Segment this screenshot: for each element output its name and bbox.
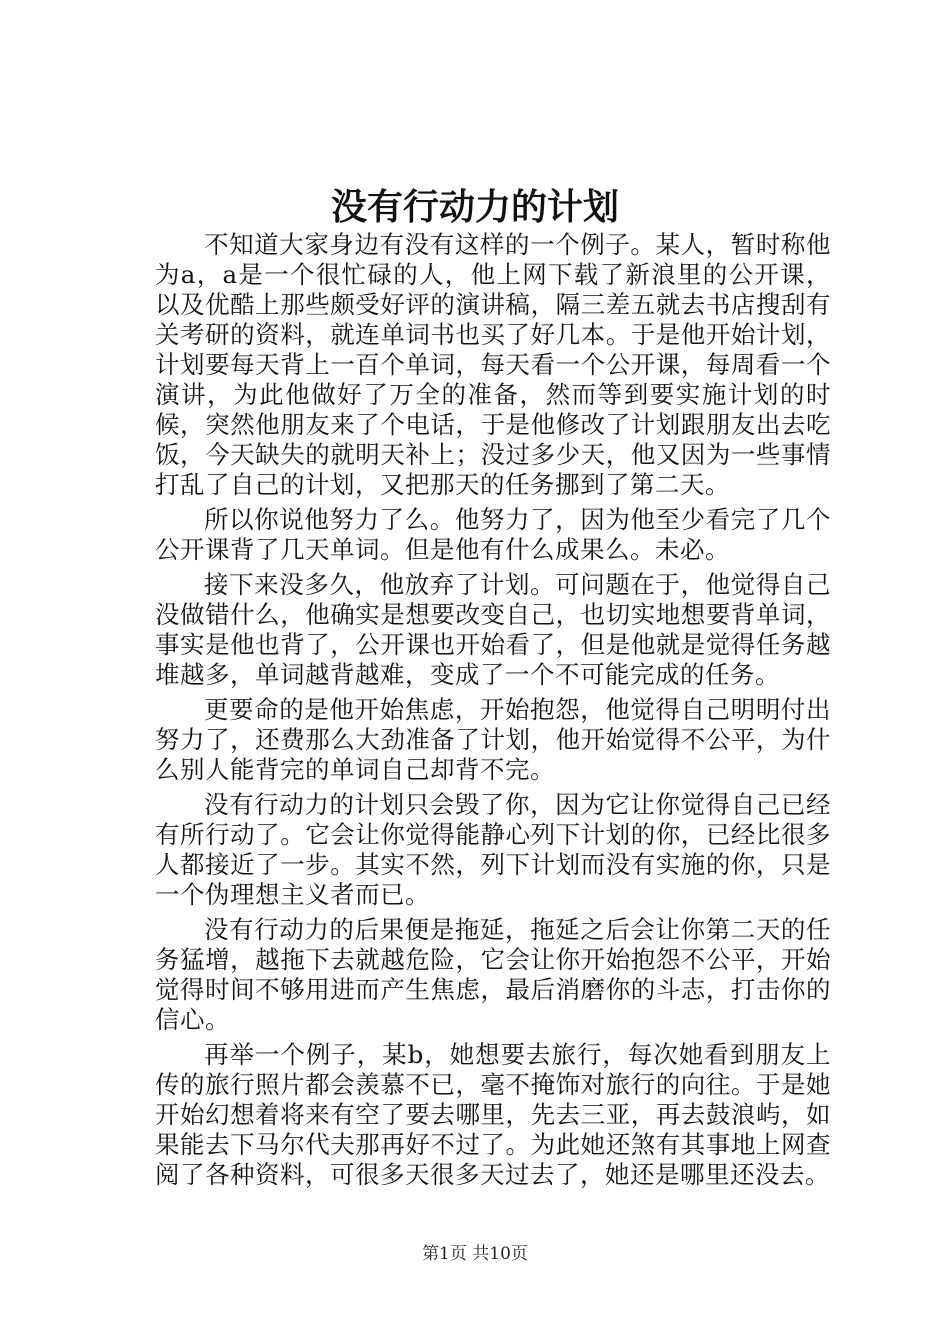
paragraph-2: 所以你说他努力了么。他努力了，因为他至少看完了几个公开课背了几天单词。但是他有什么成果么。未必。 <box>155 505 831 564</box>
paragraph-3: 接下来没多久，他放弃了计划。可问题在于，他觉得自己没做错什么，他确实是想要改变自己，也切实地想要背单词，事实是他也背了，公开课也开始看了，但是他就是觉得任务越堆越多，单词越背越难，变成了一个不可能完成的任务。 <box>155 570 831 689</box>
paragraph-7: 再举一个例子，某b，她想要去旅行，每次她看到朋友上传的旅行照片都会羡慕不已，毫不掩饰对旅行的向往。于是她开始幻想着将来有空了要去哪里，先去三亚，再去鼓浪屿，如果能去下马尔代夫那再好不过了。为此她还煞有其事地上网查阅了各种资料，可很多天很多天过去了，她还是哪里还没去。 <box>155 1040 831 1189</box>
paragraph-4: 更要命的是他开始焦虑，开始抱怨，他觉得自己明明付出努力了，还费那么大劲准备了计划，他开始觉得不公平，为什么别人能背完的单词自己却背不完。 <box>155 695 831 784</box>
page-title: 没有行动力的计划 <box>330 186 619 228</box>
document-body <box>155 230 831 1195</box>
paragraph-1: 不知道大家身边有没有这样的一个例子。某人，暂时称他为a，a是一个很忙碌的人，他上网下载了新浪里的公开课，以及优酷上那些颇受好评的演讲稿，隔三差五就去书店搜刮有关考研的资料，就连单词书也买了好几本。于是他开始计划，计划要每天背上一百个单词，每天看一个公开课，每周看一个演讲，为此他做好了万全的准备，然而等到要实施计划的时候，突然他朋友来了个电话，于是他修改了计划跟朋友出去吃饭，今天缺失的就明天补上；没过多少天，他又因为一些事情打乱了自己的计划，又把那天的任务挪到了第二天。 <box>155 230 831 499</box>
page-number-footer: 第1页 共10页 <box>422 1244 528 1264</box>
paragraph-5: 没有行动力的计划只会毁了你，因为它让你觉得自己已经有所行动了。它会让你觉得能静心列下计划的你，已经比很多人都接近了一步。其实不然，列下计划而没有实施的你，只是一个伪理想主义者而已。 <box>155 790 831 909</box>
paragraph-6: 没有行动力的后果便是拖延，拖延之后会让你第二天的任务猛增，越拖下去就越危险，它会让你开始抱怨不公平，开始觉得时间不够用进而产生焦虑，最后消磨你的斗志，打击你的信心。 <box>155 915 831 1034</box>
